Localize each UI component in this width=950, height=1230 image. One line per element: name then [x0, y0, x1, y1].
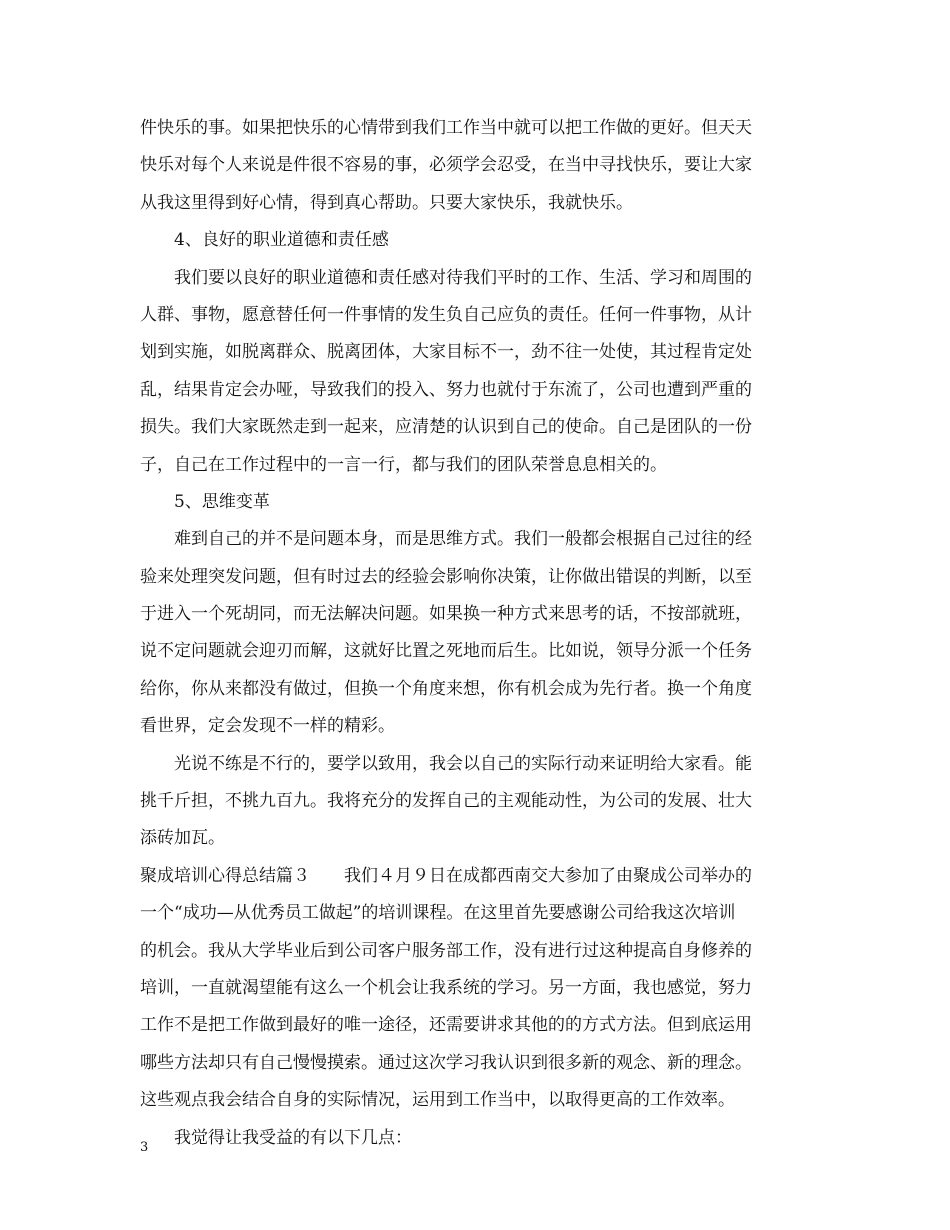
- text-line: 我们要以良好的职业道德和责任感对待我们平时的工作、生活、学习和周围的: [174, 267, 752, 288]
- text-line: 验来处理突发问题，但有时过去的经验会影响你决策，让你做出错误的判断，以至: [140, 566, 752, 587]
- text-line: 我觉得让我受益的有以下几点：: [174, 1127, 412, 1148]
- text-line: 的机会。我从大学毕业后到公司客户服务部工作，没有进行过这种提高自身修养的: [140, 940, 752, 961]
- text-line: 划到实施，如脱离群众、脱离团体，大家目标不一，劲不往一处使，其过程肯定处: [140, 342, 752, 363]
- text-line: 快乐对每个人来说是件很不容易的事，必须学会忍受，在当中寻找快乐，要让大家: [140, 155, 752, 176]
- text-line: 看世界，定会发现不一样的精彩。: [140, 716, 395, 737]
- text-line: 工作不是把工作做到最好的唯一途径，还需要讲求其他的的方式方法。但到底运用: [140, 1015, 752, 1036]
- text-line: 说不定问题就会迎刃而解，这就好比置之死地而后生。比如说，领导分派一个任务: [140, 641, 752, 662]
- text-line: 件快乐的事。如果把快乐的心情带到我们工作当中就可以把工作做的更好。但天天: [140, 118, 752, 138]
- text-line: 光说不练是不行的，要学以致用，我会以自己的实际行动来证明给大家看。能: [174, 753, 752, 774]
- document-body: [140, 110, 812, 1157]
- section-heading-4: 4、良好的职业道德和责任感: [174, 230, 389, 251]
- text-line: 培训，一直就渴望能有这么一个机会让我系统的学习。另一方面，我也感觉，努力: [140, 977, 752, 998]
- page-number: 3: [140, 1140, 149, 1155]
- text-line: 给你，你从来都没有做过，但换一个角度来想，你有机会成为先行者。换一个角度: [140, 678, 752, 699]
- section-heading-5: 5、思维变革: [174, 491, 270, 512]
- text-line: 难到自己的并不是问题本身，而是思维方式。我们一般都会根据自己过往的经: [174, 529, 752, 550]
- text-line: 乱，结果肯定会办哑，导致我们的投入、努力也就付于东流了，公司也遭到严重的: [140, 379, 752, 400]
- text-line: 哪些方法却只有自己慢慢摸索。通过这次学习我认识到很多新的观念、新的理念。: [140, 1052, 752, 1073]
- text-line: 这些观点我会结合自身的实际情况，运用到工作当中，以取得更高的工作效率。: [140, 1090, 735, 1111]
- text-line: 从我这里得到好心情，得到真心帮助。只要大家快乐，我就快乐。: [140, 192, 633, 213]
- text-line: 添砖加瓦。: [140, 828, 225, 849]
- text-line: 于进入一个死胡同，而无法解决问题。如果换一种方式来思考的话，不按部就班，: [140, 604, 752, 625]
- text-line: 挑千斤担，不挑九百九。我将充分的发挥自己的主观能动性，为公司的发展、壮大: [140, 791, 752, 812]
- text-line: 人群、事物，愿意替任何一件事情的发生负自己应负的责任。任何一件事物，从计: [140, 304, 752, 325]
- article-title-line: 聚成培训心得总结篇３ 我们４月９日在成都西南交大参加了由聚成公司举办的: [140, 865, 752, 886]
- text-line: 子，自己在工作过程中的一言一行，都与我们的团队荣誉息息相关的。: [140, 454, 667, 475]
- text-line: 损失。我们大家既然走到一起来，应清楚的认识到自己的使命。自己是团队的一份: [140, 417, 752, 438]
- text-line: 一个“成功—从优秀员工做起”的培训课程。在这里首先要感谢公司给我这次培训: [140, 903, 736, 924]
